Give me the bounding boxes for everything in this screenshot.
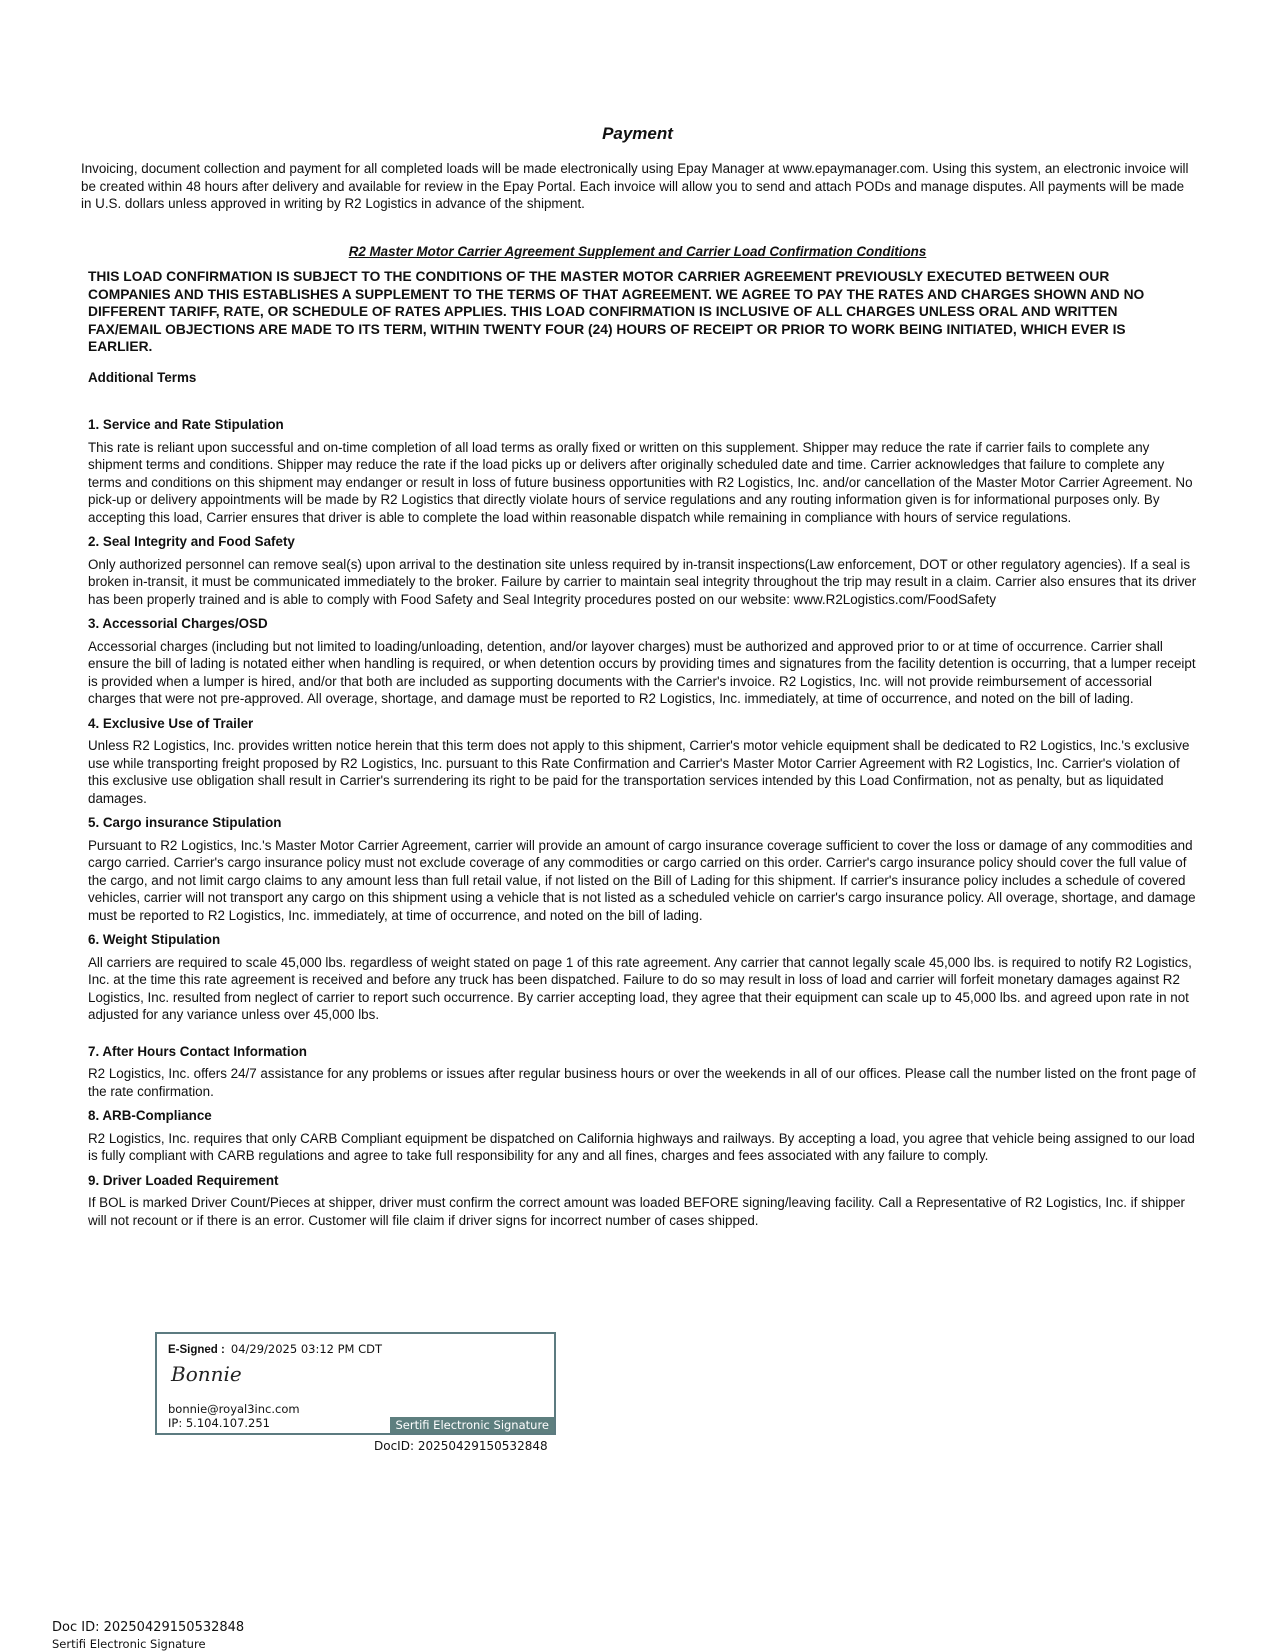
term-heading: 3. Accessorial Charges/OSD: [88, 616, 268, 631]
signer-email: bonnie@royal3inc.com: [168, 1402, 300, 1416]
term-driver-loaded: [88, 1172, 1200, 1230]
e-signed-label: E-Signed :: [168, 1344, 225, 1356]
term-text: R2 Logistics, Inc. offers 24/7 assistance for any problems or issues after regular business hours or over the weekends in all of our offices. Please call the number listed on the front page of the rate confirmation.: [88, 1066, 1196, 1099]
signer-ip: IP: 5.104.107.251: [168, 1416, 270, 1430]
sertifi-badge: Sertifi Electronic Signature: [390, 1417, 554, 1433]
term-text: This rate is reliant upon successful and on-time completion of all load terms as orally fixed or written on this supplement. Shipper may reduce the rate if carrier fails to complete any shipment terms and conditions. Shipper may reduce the rate if the load picks up or delivers after originally scheduled date and time. Carrier acknowledges that failure to complete any terms and conditions on this shipment may endanger or result in loss of future business opportunities with R2 Logistics, Inc. and/or cancellation of the Master Motor Carrier Agreement. No pick-up or delivery appointments will be made by R2 Logistics that directly violate hours of service regulations and any routing information given is for informational purposes only. By accepting this load, Carrier ensures that driver is able to complete the load within reasonable dispatch while remaining in compliance with hours of service regulations.: [88, 439, 1193, 525]
e-signed-datetime: 04/29/2025 03:12 PM CDT: [230, 1342, 383, 1356]
term-heading: 7. After Hours Contact Information: [88, 1043, 307, 1059]
term-text: Only authorized personnel can remove seal(s) upon arrival to the destination site unless required by in-transit inspections(Law enforcement, DOT or other regulatory agencies). If a seal is broken in-transit, it must be communicated immediately to the broker. Failure by carrier to maintain seal integrity throughout the trip may result in a claim. Carrier also ensures that its driver has been properly trained and is able to comply with Food Safety and Seal Integrity procedures posted on our website: www.R2Logistics.com/FoodSafety: [88, 556, 1197, 607]
agreement-caps: THIS LOAD CONFIRMATION IS SUBJECT TO THE CONDITIONS OF THE MASTER MOTOR CARRIER AGREEMENT PREVIOUSLY EXECUTED BETWEEN OUR COMPANIES AND THIS ESTABLISHES A SUPPLEMENT TO THE TERMS OF THAT AGREEMENT. WE AGREE TO PAY THE RATES AND CHARGES SHOWN AND NO DIFFERENT TARIFF, RATE, OR SCHEDULE OF RATES APPLIES. THIS LOAD CONFIRMATION IS INCLUSIVE OF ALL CHARGES UNLESS ORAL AND WRITTEN FAX/EMAIL OBJECTIONS ARE MADE TO ITS TERM, WITHIN TWENTY FOUR (24) HOURS OF RECEIPT OR PRIOR TO WORK BEING INITIATED, WHICH EVER IS EARLIER.: [88, 269, 1145, 355]
term-heading: 4. Exclusive Use of Trailer: [88, 715, 254, 731]
footer-doc-id: Doc ID: 20250429150532848: [52, 1620, 245, 1635]
payment-title: Payment: [602, 124, 673, 143]
term-heading: 8. ARB-Compliance: [88, 1108, 212, 1123]
e-signed-row: [168, 1342, 382, 1356]
term-heading: 5. Cargo insurance Stipulation: [88, 815, 282, 830]
term-text: Pursuant to R2 Logistics, Inc.'s Master Motor Carrier Agreement, carrier will provide an amount of cargo insurance coverage sufficient to cover the loss or damage of any commodities and cargo carried. Carrier's cargo insurance policy must not exclude coverage of any commodities or cargo carried on this order. Carrier's cargo insurance policy should cover the full value of the cargo, and not limit cargo claims to any amount less than full retail value, if not listed on the Bill of Lading for this shipment. If carrier's insurance policy includes a schedule of covered vehicles, carrier will not transport any cargo on this shipment using a vehicle that is not listed as a scheduled vehicle on carrier's cargo insurance policy. All overage, shortage, and damage must be reported to R2 Logistics, Inc. immediately, at time of occurrence, and noted on the bill of lading.: [88, 837, 1196, 923]
terms-list: [88, 416, 1200, 1236]
payment-body: Invoicing, document collection and payment for all completed loads will be made electronically using Epay Manager at www.epaymanager.com. Using this system, an electronic invoice will be created within 48 hours after delivery and available for review in the Epay Portal. Each invoice will allow you to send and attach PODs and manage disputes. All payments will be made in U.S. dollars unless approved in writing by R2 Logistics in advance of the shipment.: [81, 161, 1189, 211]
signature-handwriting: Bonnie: [171, 1362, 242, 1386]
term-weight: [88, 931, 1200, 1024]
term-cargo-insurance: [88, 814, 1200, 924]
signature-doc-id: DocID: 20250429150532848: [374, 1439, 548, 1453]
term-seal-integrity: [88, 533, 1200, 608]
term-text: All carriers are required to scale 45,000 lbs. regardless of weight stated on page 1 of this rate agreement. Any carrier that cannot legally scale 45,000 lbs. is required to notify R2 Logistics, Inc. at the time this rate agreement is received and before any truck has been dispatched. Failure to do so may result in loss of load and carrier will forfeit monetary damages against R2 Logistics, Inc. resulted from neglect of carrier to report such occurrence. By carrier accepting load, they agree that their equipment can scale up to 45,000 lbs. and agreed upon rate in not adjusted for any variance unless over 45,000 lbs.: [88, 954, 1192, 1022]
term-after-hours: [88, 1043, 1200, 1101]
term-heading: 1. Service and Rate Stipulation: [88, 417, 284, 432]
term-text: Unless R2 Logistics, Inc. provides written notice herein that this term does not apply to this shipment, Carrier's motor vehicle equipment shall be dedicated to R2 Logistics, Inc.'s exclusive use while transporting freight proposed by R2 Logistics, Inc. pursuant to this Rate Confirmation and Carrier's Master Motor Carrier Agreement with R2 Logistics, Inc. Carrier's violation of this exclusive use obligation shall result in Carrier's surrendering its right to be paid for the transportation services intended by this Load Confirmation, not as penalty, but as liquidated damages.: [88, 738, 1190, 806]
term-text: Accessorial charges (including but not limited to loading/unloading, detention, and/or layover charges) must be authorized and approved prior to or at time of occurrence. Carrier shall ensure the bill of lading is notated either when handling is required, or when detention occurs by providing times and signatures from the facility detention is occurring, that a lumper receipt is provided when a lumper is hired, and/or that both are included as supporting documents with the Carrier's invoice. R2 Logistics, Inc. will not provide reimbursement of accessorial charges that were not pre-approved. All overage, shortage, and damage must be reported to R2 Logistics, Inc. immediately, at time of occurrence, and noted on the bill of lading.: [88, 638, 1196, 706]
term-heading: 9. Driver Loaded Requirement: [88, 1172, 279, 1188]
term-exclusive-use: [88, 715, 1200, 808]
agreement-title: R2 Master Motor Carrier Agreement Supplement and Carrier Load Confirmation Conditions: [348, 244, 927, 259]
term-accessorial: [88, 615, 1200, 708]
additional-terms-heading: Additional Terms: [88, 370, 197, 385]
term-text: R2 Logistics, Inc. requires that only CARB Compliant equipment be dispatched on California highways and railways. By accepting a load, you agree that vehicle being assigned to our load is fully compliant with CARB regulations and agree to take full responsibility for any and all fines, charges and fees associated with any failure to comply.: [88, 1130, 1195, 1163]
term-heading: 6. Weight Stipulation: [88, 932, 221, 947]
term-text: If BOL is marked Driver Count/Pieces at shipper, driver must confirm the correct amount was loaded BEFORE signing/leaving facility. Call a Representative of R2 Logistics, Inc. if shipper will not recount or if there is an error. Customer will file claim if driver signs for incorrect number of cases shipped.: [88, 1195, 1186, 1228]
term-service-rate: [88, 416, 1200, 526]
term-arb-compliance: [88, 1107, 1200, 1165]
footer-brand: Sertifi Electronic Signature: [52, 1637, 206, 1651]
term-heading: 2. Seal Integrity and Food Safety: [88, 534, 295, 549]
e-signature-box: [155, 1332, 556, 1435]
